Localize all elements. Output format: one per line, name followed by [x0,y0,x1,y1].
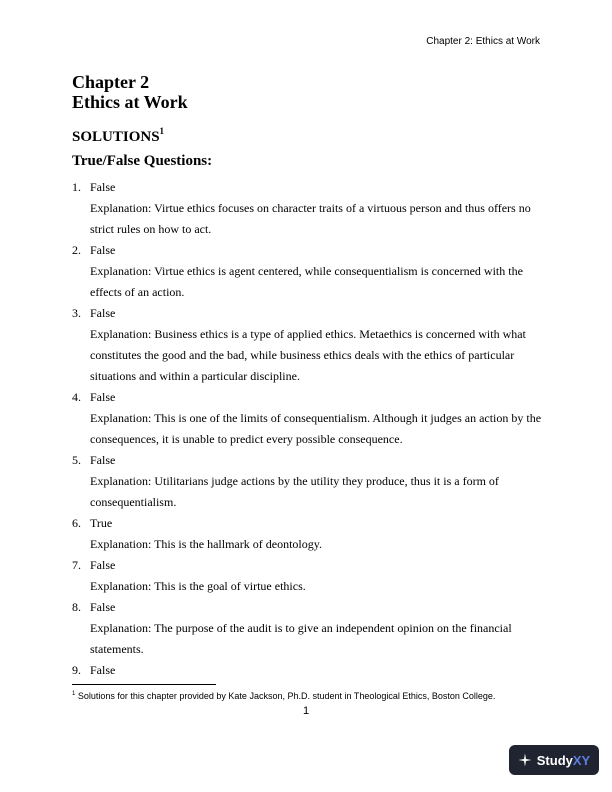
studyxy-wordmark [537,753,590,768]
question-number: 8. [72,600,81,614]
solutions-heading [72,127,164,146]
question-explanation: Explanation: This is one of the limits of consequentialism. Although it judges an action by the consequences, it is unable to predict every possible consequence. [90,411,542,446]
question-number: 7. [72,558,81,572]
footnote-marker: 1 [72,691,76,697]
question-explanation: Explanation: This is the hallmark of deontology. [90,537,322,551]
question-number: 5. [72,453,81,467]
studyxy-badge[interactable] [509,745,599,775]
question-item [72,555,542,597]
question-number: 3. [72,306,81,320]
question-answer: False [90,180,116,194]
question-item [72,303,542,387]
question-explanation: Explanation: The purpose of the audit is to give an independent opinion on the financial statements. [90,621,512,656]
footnote-divider [72,684,216,685]
question-item [72,597,542,660]
question-answer: False [90,453,116,467]
question-number: 6. [72,516,81,530]
brand-main-text: Study [536,752,573,768]
question-number: 1. [72,180,81,194]
question-explanation: Explanation: Business ethics is a type of applied ethics. Metaethics is concerned with what constitutes the good and the bad, while business ethics deals with the ethics of particular situations and within a particular discipline. [90,327,526,383]
question-explanation: Explanation: This is the goal of virtue ethics. [90,579,306,593]
chapter-title [72,72,188,112]
page-number: 1 [302,705,310,717]
question-item [72,660,542,681]
question-answer: False [90,243,116,257]
question-item [72,387,542,450]
chapter-number: Chapter 2 [72,72,150,92]
question-item [72,450,542,513]
questions-list [72,177,542,681]
brand-accent-text: XY [572,752,591,768]
chapter-name: Ethics at Work [72,92,188,112]
question-number: 2. [72,243,81,257]
question-answer: False [90,663,116,677]
running-header: Chapter 2: Ethics at Work [426,36,540,47]
question-answer: True [90,516,113,530]
question-answer: False [90,600,116,614]
question-answer: False [90,558,116,572]
question-item [72,177,542,240]
question-number: 9. [72,663,81,677]
solutions-heading-text: SOLUTIONS [72,129,160,145]
footnote-reference[interactable]: 1 [159,126,165,136]
footnote [72,691,495,701]
question-explanation: Explanation: Virtue ethics is agent centered, while consequentialism is concerned with the effects of an action. [90,264,523,299]
plus-sparkle-icon [518,753,532,767]
question-number: 4. [72,390,81,404]
question-explanation: Explanation: Utilitarians judge actions by the utility they produce, thus it is a form of consequentialism. [90,474,499,509]
true-false-heading: True/False Questions: [72,153,213,169]
question-item [72,240,542,303]
question-item [72,513,542,555]
question-answer: False [90,390,116,404]
footnote-text: Solutions for this chapter provided by Kate Jackson, Ph.D. student in Theological Ethics, Boston College. [75,691,496,701]
question-explanation: Explanation: Virtue ethics focuses on character traits of a virtuous person and thus offers no strict rules on how to act. [90,201,531,236]
question-answer: False [90,306,116,320]
